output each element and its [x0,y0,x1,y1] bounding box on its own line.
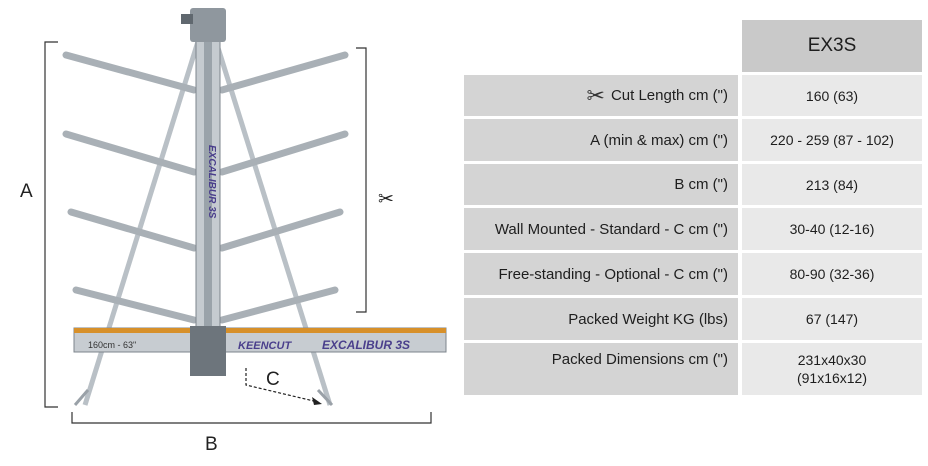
cut-length-bracket [356,48,366,312]
row-value: 80-90 (32-36) [742,253,922,295]
scale-note: 160cm - 63" [88,340,137,350]
row-label: Wall Mounted - Standard - C cm (") [464,208,738,250]
dimension-a-label: A [20,181,33,202]
row-value-line2: (91x16x12) [796,370,868,386]
row-label: A (min & max) cm (") [464,119,738,161]
row-value: 160 (63) [742,75,922,116]
brand-logo: KEENCUT [238,340,292,352]
cutter-diagram [0,0,460,461]
vertical-rail-label: EXCALIBUR 3S [206,145,217,219]
product-illustration [0,0,460,461]
table-row [464,164,922,205]
spec-table [464,20,922,395]
row-value: 30-40 (12-16) [742,208,922,250]
row-value: 220 - 259 (87 - 102) [742,119,922,161]
row-label: Packed Weight KG (lbs) [464,298,738,340]
row-value-line1: 231x40x30 [797,352,867,368]
row-value: 213 (84) [742,164,922,205]
table-row [464,208,922,250]
table-row [464,75,922,116]
table-row [464,343,922,395]
dimension-c-label: C [266,369,280,390]
cut-length-scissors-icon: ✂ [378,189,394,210]
table-header-row [464,20,922,72]
model-column-header: EX3S [742,20,922,72]
row-value [742,343,922,395]
row-label: Free-standing - Optional - C cm (") [464,253,738,295]
row-value: 67 (147) [742,298,922,340]
row-label: B cm (") [464,164,738,205]
scissors-icon: ✂ [586,82,605,108]
dimension-b-bracket [72,412,431,423]
table-row [464,119,922,161]
dimension-a-bracket [45,42,58,407]
row-label: Cut Length cm (") [610,87,728,104]
table-row [464,298,922,340]
row-label: Packed Dimensions cm (") [464,343,738,395]
model-logo: EXCALIBUR 3S [322,338,411,352]
dimension-b-label: B [205,434,218,455]
table-row [464,253,922,295]
